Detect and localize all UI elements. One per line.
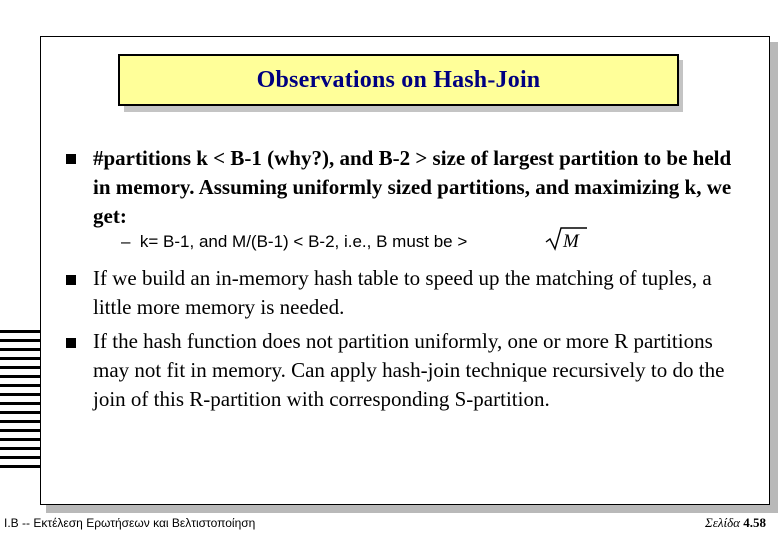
sqrt-m-formula xyxy=(544,226,588,252)
sqrt-variable: M xyxy=(563,231,579,252)
sub-bullet-dash: – xyxy=(121,232,140,251)
bullet-text-3: If the hash function does not partition uniformly, one or more R partitions may not fit in memory. Can apply hash-join technique recursively to do the join of this R-partition with corresponding S-partition. xyxy=(93,329,725,411)
title-box xyxy=(118,54,679,106)
sub-bullet-text: k= B-1, and M/(B-1) < B-2, i.e., B must be > xyxy=(139,232,468,251)
sub-bullet xyxy=(121,232,467,252)
bullet-text-1: #partitions k < B-1 (why?), and B-2 > size of largest partition to be held in memory. Assuming uniformly sized partitions, and maximizing k, we get: xyxy=(93,146,732,228)
bullet-text-2: If we build an in-memory hash table to speed up the matching of tuples, a little more memory is needed. xyxy=(93,266,712,319)
bullet-marker xyxy=(66,275,76,285)
decorative-stripes xyxy=(0,330,40,472)
slide-title: Observations on Hash-Join xyxy=(256,66,541,93)
footer-course-title: Ι.Β -- Εκτέλεση Ερωτήσεων και Βελτιστοποίηση xyxy=(4,516,256,530)
footer-page xyxy=(705,515,766,531)
page-label: Σελίδα xyxy=(705,515,740,530)
bullet-marker xyxy=(66,154,76,164)
bullet-marker xyxy=(66,338,76,348)
page-number: 4.58 xyxy=(743,515,766,530)
